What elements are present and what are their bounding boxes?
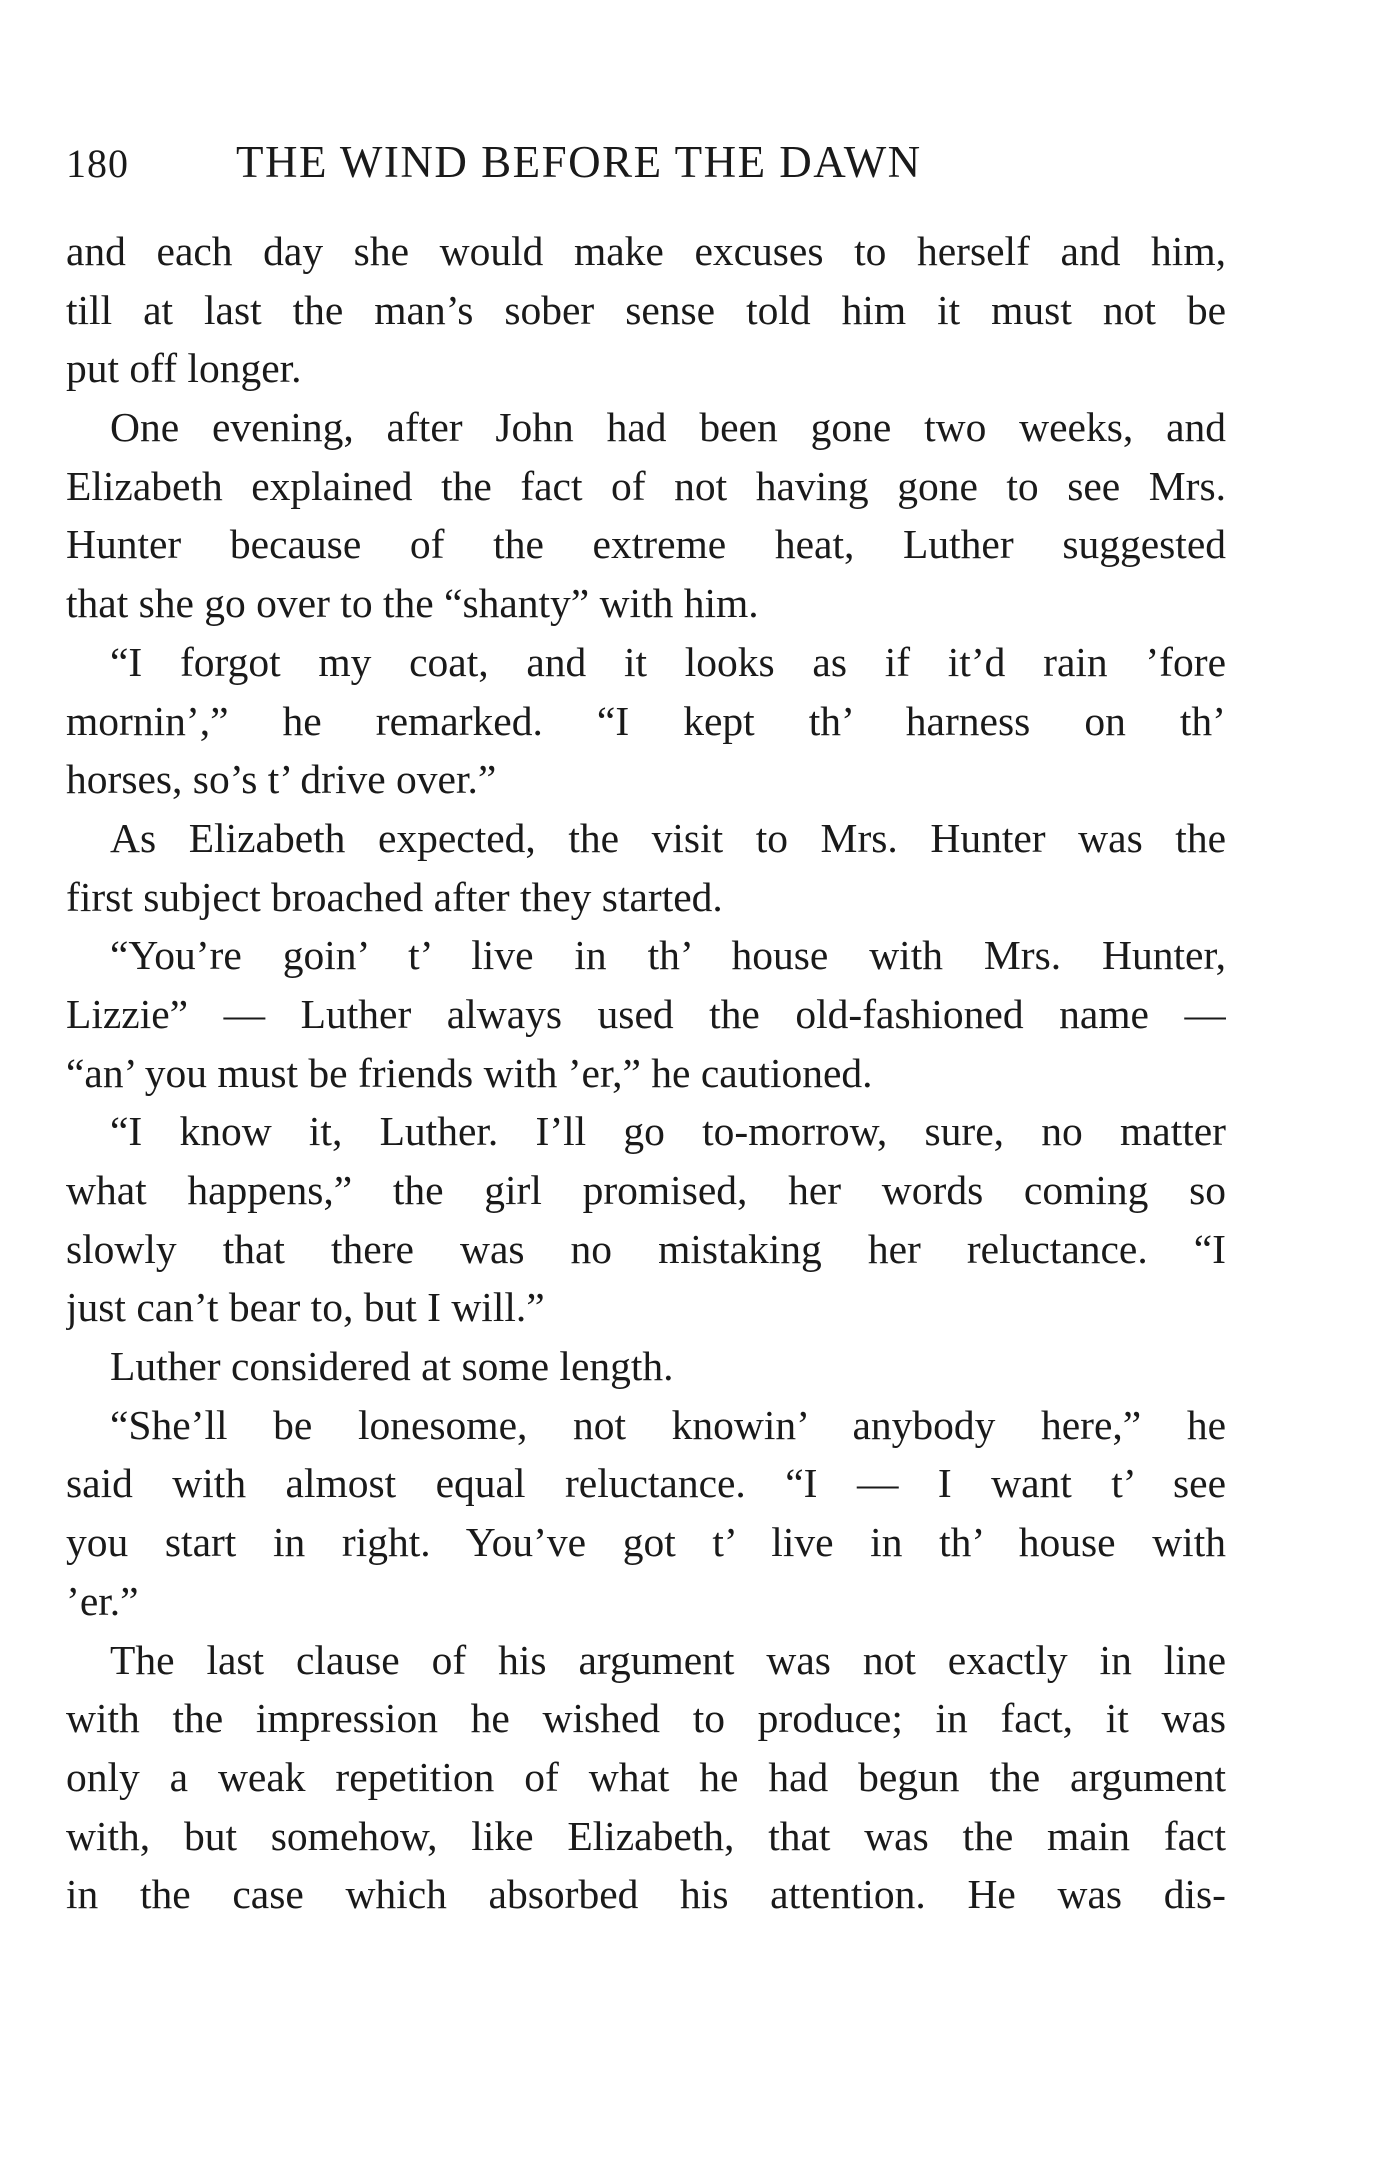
book-title: THE WIND BEFORE THE DAWN xyxy=(236,137,922,187)
text-line: put off longer. xyxy=(66,345,302,392)
text-line: with the impression he wished to produce; in fact, it was xyxy=(66,1695,1226,1742)
text-line: “I forgot my coat, and it looks as if it’d rain ’fore xyxy=(110,638,1226,685)
text-line: with, but somehow, like Elizabeth, that was the main fact xyxy=(66,1812,1226,1859)
text-line: that she go over to the “shanty” with him. xyxy=(66,580,759,627)
text-line: “an’ you must be friends with ’er,” he cautioned. xyxy=(66,1049,873,1096)
text-line: Lizzie” — Luther always used the old-fashioned name — xyxy=(66,990,1226,1037)
text-line: “I know it, Luther. I’ll go to-morrow, sure, no matter xyxy=(110,1108,1226,1155)
text-line: and each day she would make excuses to herself and him, xyxy=(66,228,1226,274)
text-line: first subject broached after they started. xyxy=(66,873,723,920)
text-line: As Elizabeth expected, the visit to Mrs. Hunter was the xyxy=(110,814,1226,861)
text-line: till at last the man’s sober sense told him it must not be xyxy=(66,286,1226,333)
text-line: Luther considered at some length. xyxy=(110,1343,674,1390)
text-line: Elizabeth explained the fact of not having gone to see Mrs. xyxy=(66,462,1226,509)
text-line: “You’re goin’ t’ live in th’ house with Mrs. Hunter, xyxy=(110,932,1226,979)
text-line: you start in right. You’ve got t’ live in th’ house with xyxy=(66,1519,1226,1566)
text-line: ’er.” xyxy=(66,1577,139,1624)
text-line: said with almost equal reluctance. “I — I want t’ see xyxy=(66,1460,1226,1507)
text-line: mornin’,” he remarked. “I kept th’ harness on th’ xyxy=(66,697,1226,744)
body-text xyxy=(66,222,1226,1924)
text-line: “She’ll be lonesome, not knowin’ anybody here,” he xyxy=(110,1401,1226,1448)
text-line: horses, so’s t’ drive over.” xyxy=(66,756,497,803)
running-head xyxy=(66,136,1226,196)
text-line: in the case which absorbed his attention. He was dis- xyxy=(66,1871,1226,1918)
text-line: One evening, after John had been gone two weeks, and xyxy=(110,404,1226,451)
text-line: only a weak repetition of what he had begun the argument xyxy=(66,1753,1226,1800)
text-line: what happens,” the girl promised, her words coming so xyxy=(66,1167,1226,1213)
text-line: Hunter because of the extreme heat, Luther suggested xyxy=(66,521,1226,568)
text-line: The last clause of his argument was not exactly in line xyxy=(110,1636,1226,1683)
text-line: just can’t bear to, but I will.” xyxy=(66,1284,545,1331)
text-line: slowly that there was no mistaking her reluctance. “I xyxy=(66,1225,1226,1272)
page-number: 180 xyxy=(66,141,129,186)
